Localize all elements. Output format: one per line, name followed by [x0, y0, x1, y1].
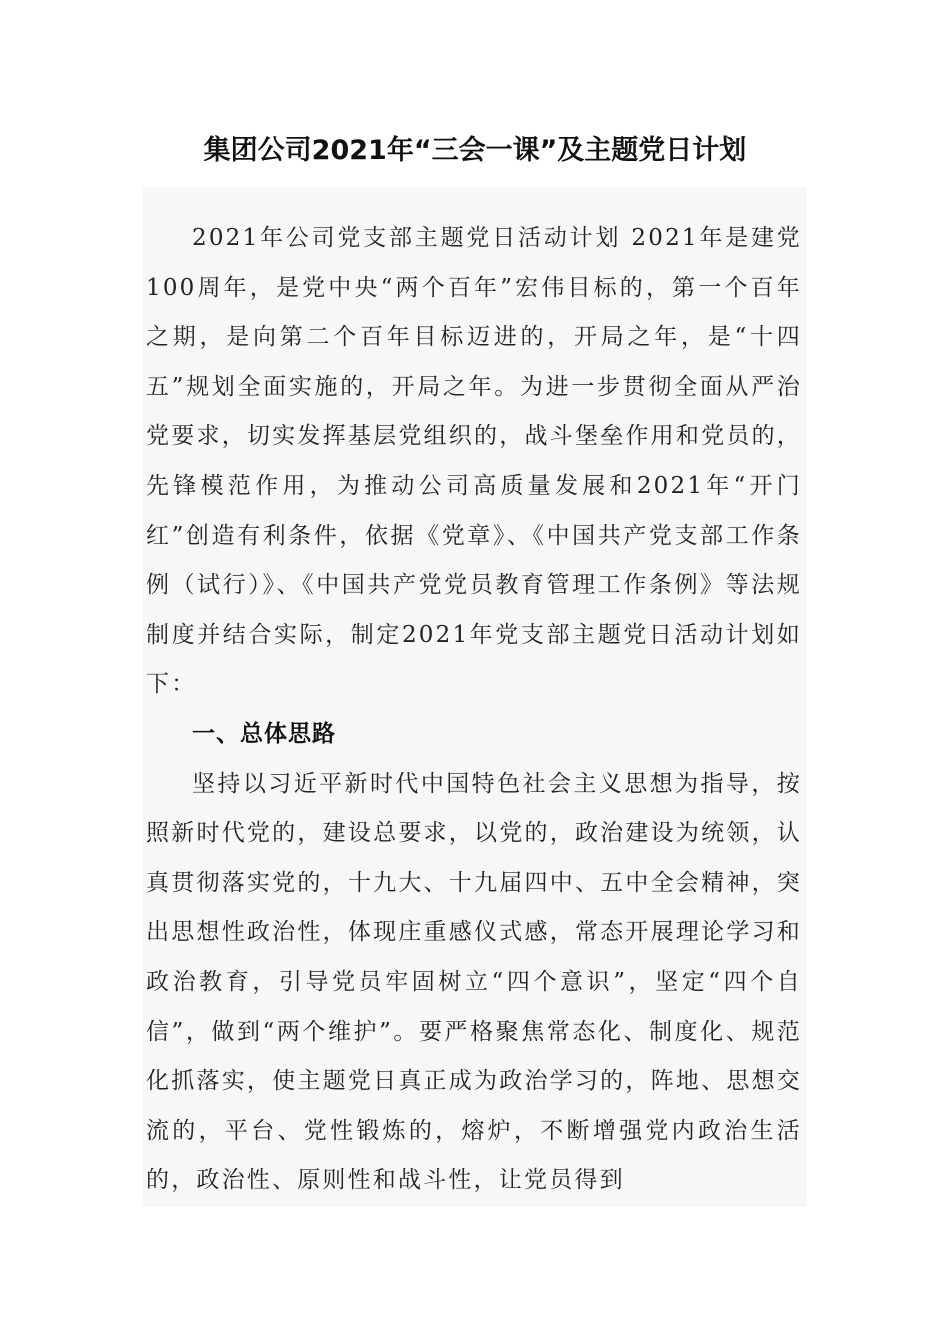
page-title: 集团公司2021年“三会一课”及主题党日计划: [203, 135, 747, 166]
section-heading: 一、总体思路: [192, 720, 336, 747]
section-paragraph: 坚持以习近平新时代中国特色社会主义思想为指导，按照新时代党的，建设总要求，以党的，政治建设为统领，认真贯彻落实党的，十九大、十九届四中、五中全会精神，突出思想性政治性，体现庄重感仪式感，常态开展理论学习和政治教育，引导党员牢固树立“四个意识”，坚定“四个自信”，做到“两个维护”。要严格聚焦常态化、制度化、规范化抓落实，使主题党日真正成为政治学习的，阵地、思想交流的，平台、党性锻炼的，熔炉，不断增强党内政治生活的，政治性、原则性和战斗性，让党员得到: [146, 770, 802, 1194]
document-content: [146, 214, 802, 1206]
document-body: [143, 187, 807, 1207]
intro-paragraph: 2021年公司党支部主题党日活动计划 2021年是建党100周年，是党中央“两个百年”宏伟目标的，第一个百年之期，是向第二个百年目标迈进的，开局之年，是“十四五”规划全面实施的，开局之年。为进一步贯彻全面从严治党要求，切实发挥基层党组织的，战斗堡垒作用和党员的，先锋模范作用，为推动公司高质量发展和2021年“开门红”创造有利条件，依据《党章》、《中国共产党支部工作条例（试行）》、《中国共产党党员教育管理工作条例》等法规制度并结合实际，制定2021年党支部主题党日活动计划如下：: [146, 225, 802, 698]
